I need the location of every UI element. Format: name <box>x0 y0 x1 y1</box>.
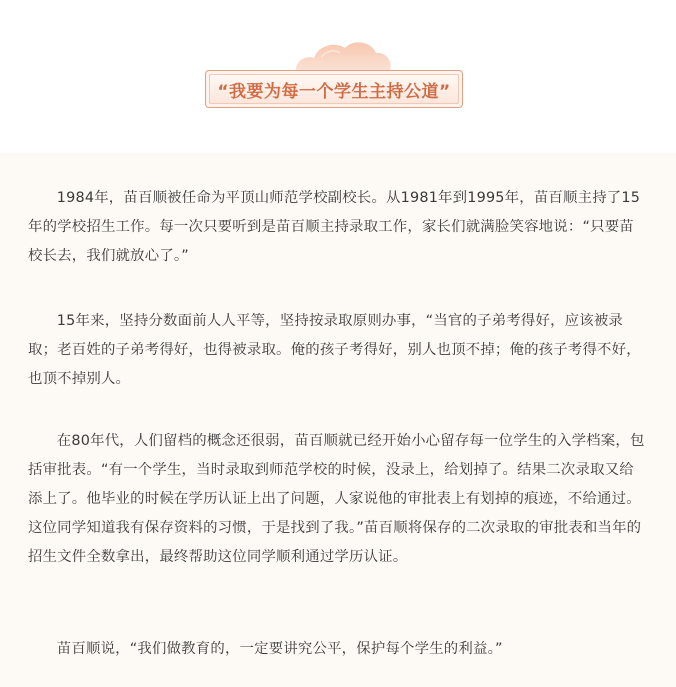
section-header <box>0 0 676 153</box>
article-body <box>0 153 676 687</box>
section-title: “我要为每一个学生主持公道” <box>217 81 451 102</box>
section-title-box <box>205 70 463 108</box>
section-title-frame <box>209 74 459 104</box>
paragraph: 15年来，坚持分数面前人人平等，坚持按录取原则办事，“当官的子弟考得好，应该被录取；老百姓的子弟考得好，也得被录取。俺的孩子考得好，别人也顶不掉；俺的孩子考得不好，也顶不掉别人。 <box>28 313 641 387</box>
paragraph: 苗百顺说，“我们做教育的，一定要讲究公平，保护每个学生的利益。” <box>56 641 503 657</box>
paragraph: 在80年代，人们留档的概念还很弱，苗百顺就已经开始小心留存每一位学生的入学档案，包括审批表。“有一个学生，当时录取到师范学校的时候，没录上，给划掉了。结果二次录取又给添上了。他毕业的时候在学历认证上出了问题，人家说他的审批表上有划掉的痕迹，不给通过。这位同学知道我有保存资料的习惯，于是找到了我。”苗百顺将保存的二次录取的审批表和当年的招生文件全数拿出，最终帮助这位同学顺利通过学历认证。 <box>28 433 645 565</box>
paragraph: 1984年，苗百顺被任命为平顶山师范学校副校长。从1981年到1995年，苗百顺主持了15年的学校招生工作。每一次只要听到是苗百顺主持录取工作，家长们就满脸笑容地说：“只要苗校长去，我们就放心了。” <box>28 190 641 264</box>
